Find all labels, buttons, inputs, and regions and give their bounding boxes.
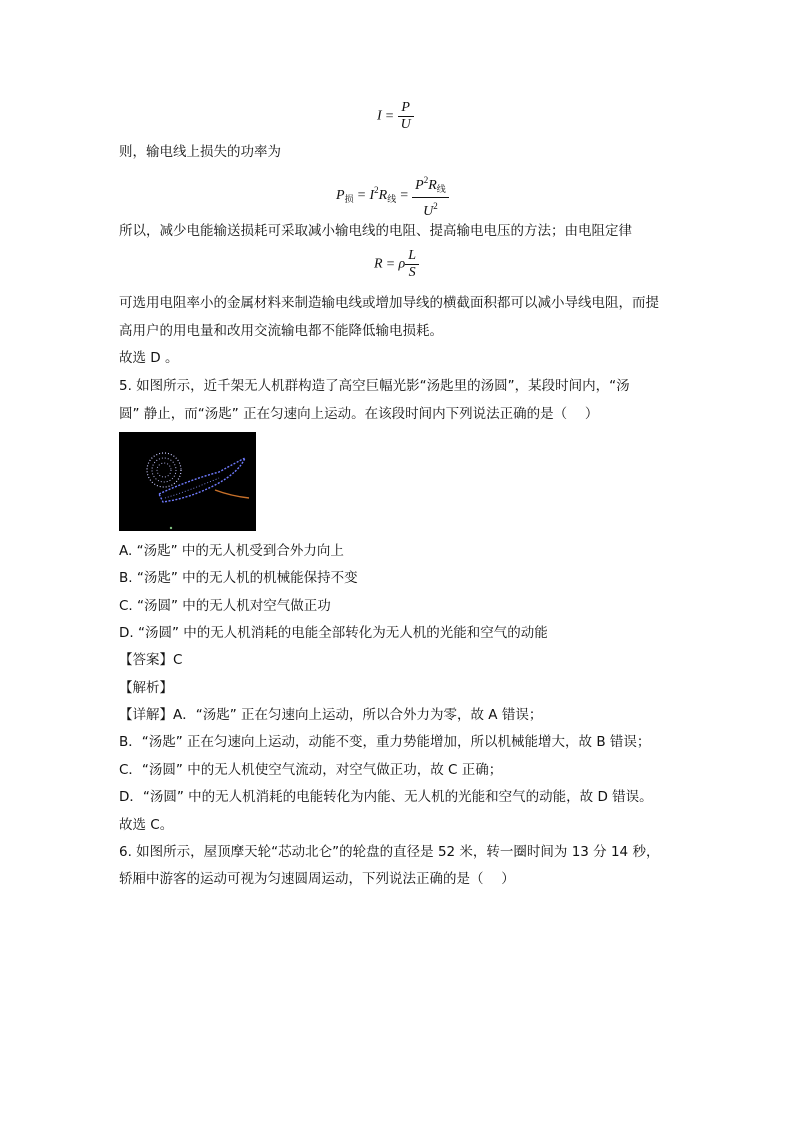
formula-subscript: 损: [344, 194, 354, 205]
option-c: C. “汤圆” 中的无人机对空气做正功: [119, 598, 331, 614]
formula-denominator: U: [400, 117, 411, 132]
explain-line-a: 【详解】A．“汤匙” 正在匀速向上运动，所以合外力为零，故 A 错误；: [119, 707, 543, 723]
formula-superscript: 2: [423, 175, 429, 185]
formula-var: I: [377, 108, 382, 124]
question-5-line-2: 圆” 静止，而“汤匙” 正在匀速向上运动。在该段时间内下列说法正确的是（ ）: [119, 406, 599, 422]
formula-var: I: [369, 188, 375, 204]
formula-var: U: [423, 204, 434, 219]
text-therefore: 所以，减少电能输送损耗可采取减小输电线的电阻、提高输电电压的方法；由电阻定律: [119, 223, 632, 239]
text-loss-power: 则，输电线上损失的功率为: [119, 144, 281, 160]
formula-subscript: 线: [387, 194, 397, 205]
analysis-label: 【解析】: [119, 680, 173, 696]
question-5-line-1: 5. 如图所示，近千架无人机群构造了高空巨幅光影“汤匙里的汤圆”，某段时间内，“汤: [119, 378, 630, 394]
formula-var: ρ: [398, 256, 406, 272]
formula-current: I = $\frac{P}{U}$: [377, 100, 414, 133]
option-d: D. “汤圆” 中的无人机消耗的电能全部转化为无人机的光能和空气的动能: [119, 625, 548, 641]
formula-superscript: 2: [374, 185, 379, 196]
formula-var: R: [378, 188, 388, 204]
question-6-line-2: 轿厢中游客的运动可视为匀速圆周运动，下列说法正确的是（ ）: [119, 871, 515, 887]
formula-var: R: [374, 256, 383, 272]
option-b: B. “汤匙” 中的无人机的机械能保持不变: [119, 570, 358, 586]
formula-var: P: [415, 178, 424, 193]
explain-line-c: C．“汤圆” 中的无人机使空气流动，对空气做正功，故 C 正确；: [119, 762, 503, 778]
formula-resistance: R = ρ $\frac{L}{S}$: [374, 248, 419, 281]
answer-final: 故选 C。: [119, 817, 174, 833]
formula-subscript: 线: [436, 184, 446, 194]
question-6-line-1: 6. 如图所示，屋顶摩天轮“芯动北仑”的轮盘的直径是 52 米，转一圈时间为 13 分 14 秒，: [119, 844, 660, 860]
drone-show-image: [119, 432, 256, 531]
formula-denominator: S: [408, 265, 416, 280]
formula-numerator: L: [405, 248, 419, 265]
option-a: A. “汤匙” 中的无人机受到合外力向上: [119, 543, 344, 559]
formula-loss-power: $P_损 = I^2R_线$ = $\frac{P^2R_线}{U^2}$: [336, 172, 449, 220]
explain-line-d: D．“汤圆” 中的无人机消耗的电能转化为内能、无人机的光能和空气的动能，故 D 错误。: [119, 789, 653, 805]
answer-previous: 故选 D 。: [119, 350, 179, 366]
text-conclusion-1: 可选用电阻率小的金属材料来制造输电线或增加导线的横截面积都可以减小导线电阻，而提: [119, 295, 659, 311]
formula-var: P: [336, 188, 345, 204]
drone-show-illustration: [119, 432, 256, 531]
formula-var: R: [428, 178, 437, 193]
text-conclusion-2: 高用户的用电量和改用交流输电都不能降低输电损耗。: [119, 323, 443, 339]
explain-line-b: B．“汤匙” 正在匀速向上运动，动能不变，重力势能增加，所以机械能增大，故 B 错误；: [119, 734, 651, 750]
answer-label: 【答案】C: [119, 652, 183, 668]
formula-superscript: 2: [433, 201, 438, 211]
formula-numerator: P: [398, 100, 414, 117]
